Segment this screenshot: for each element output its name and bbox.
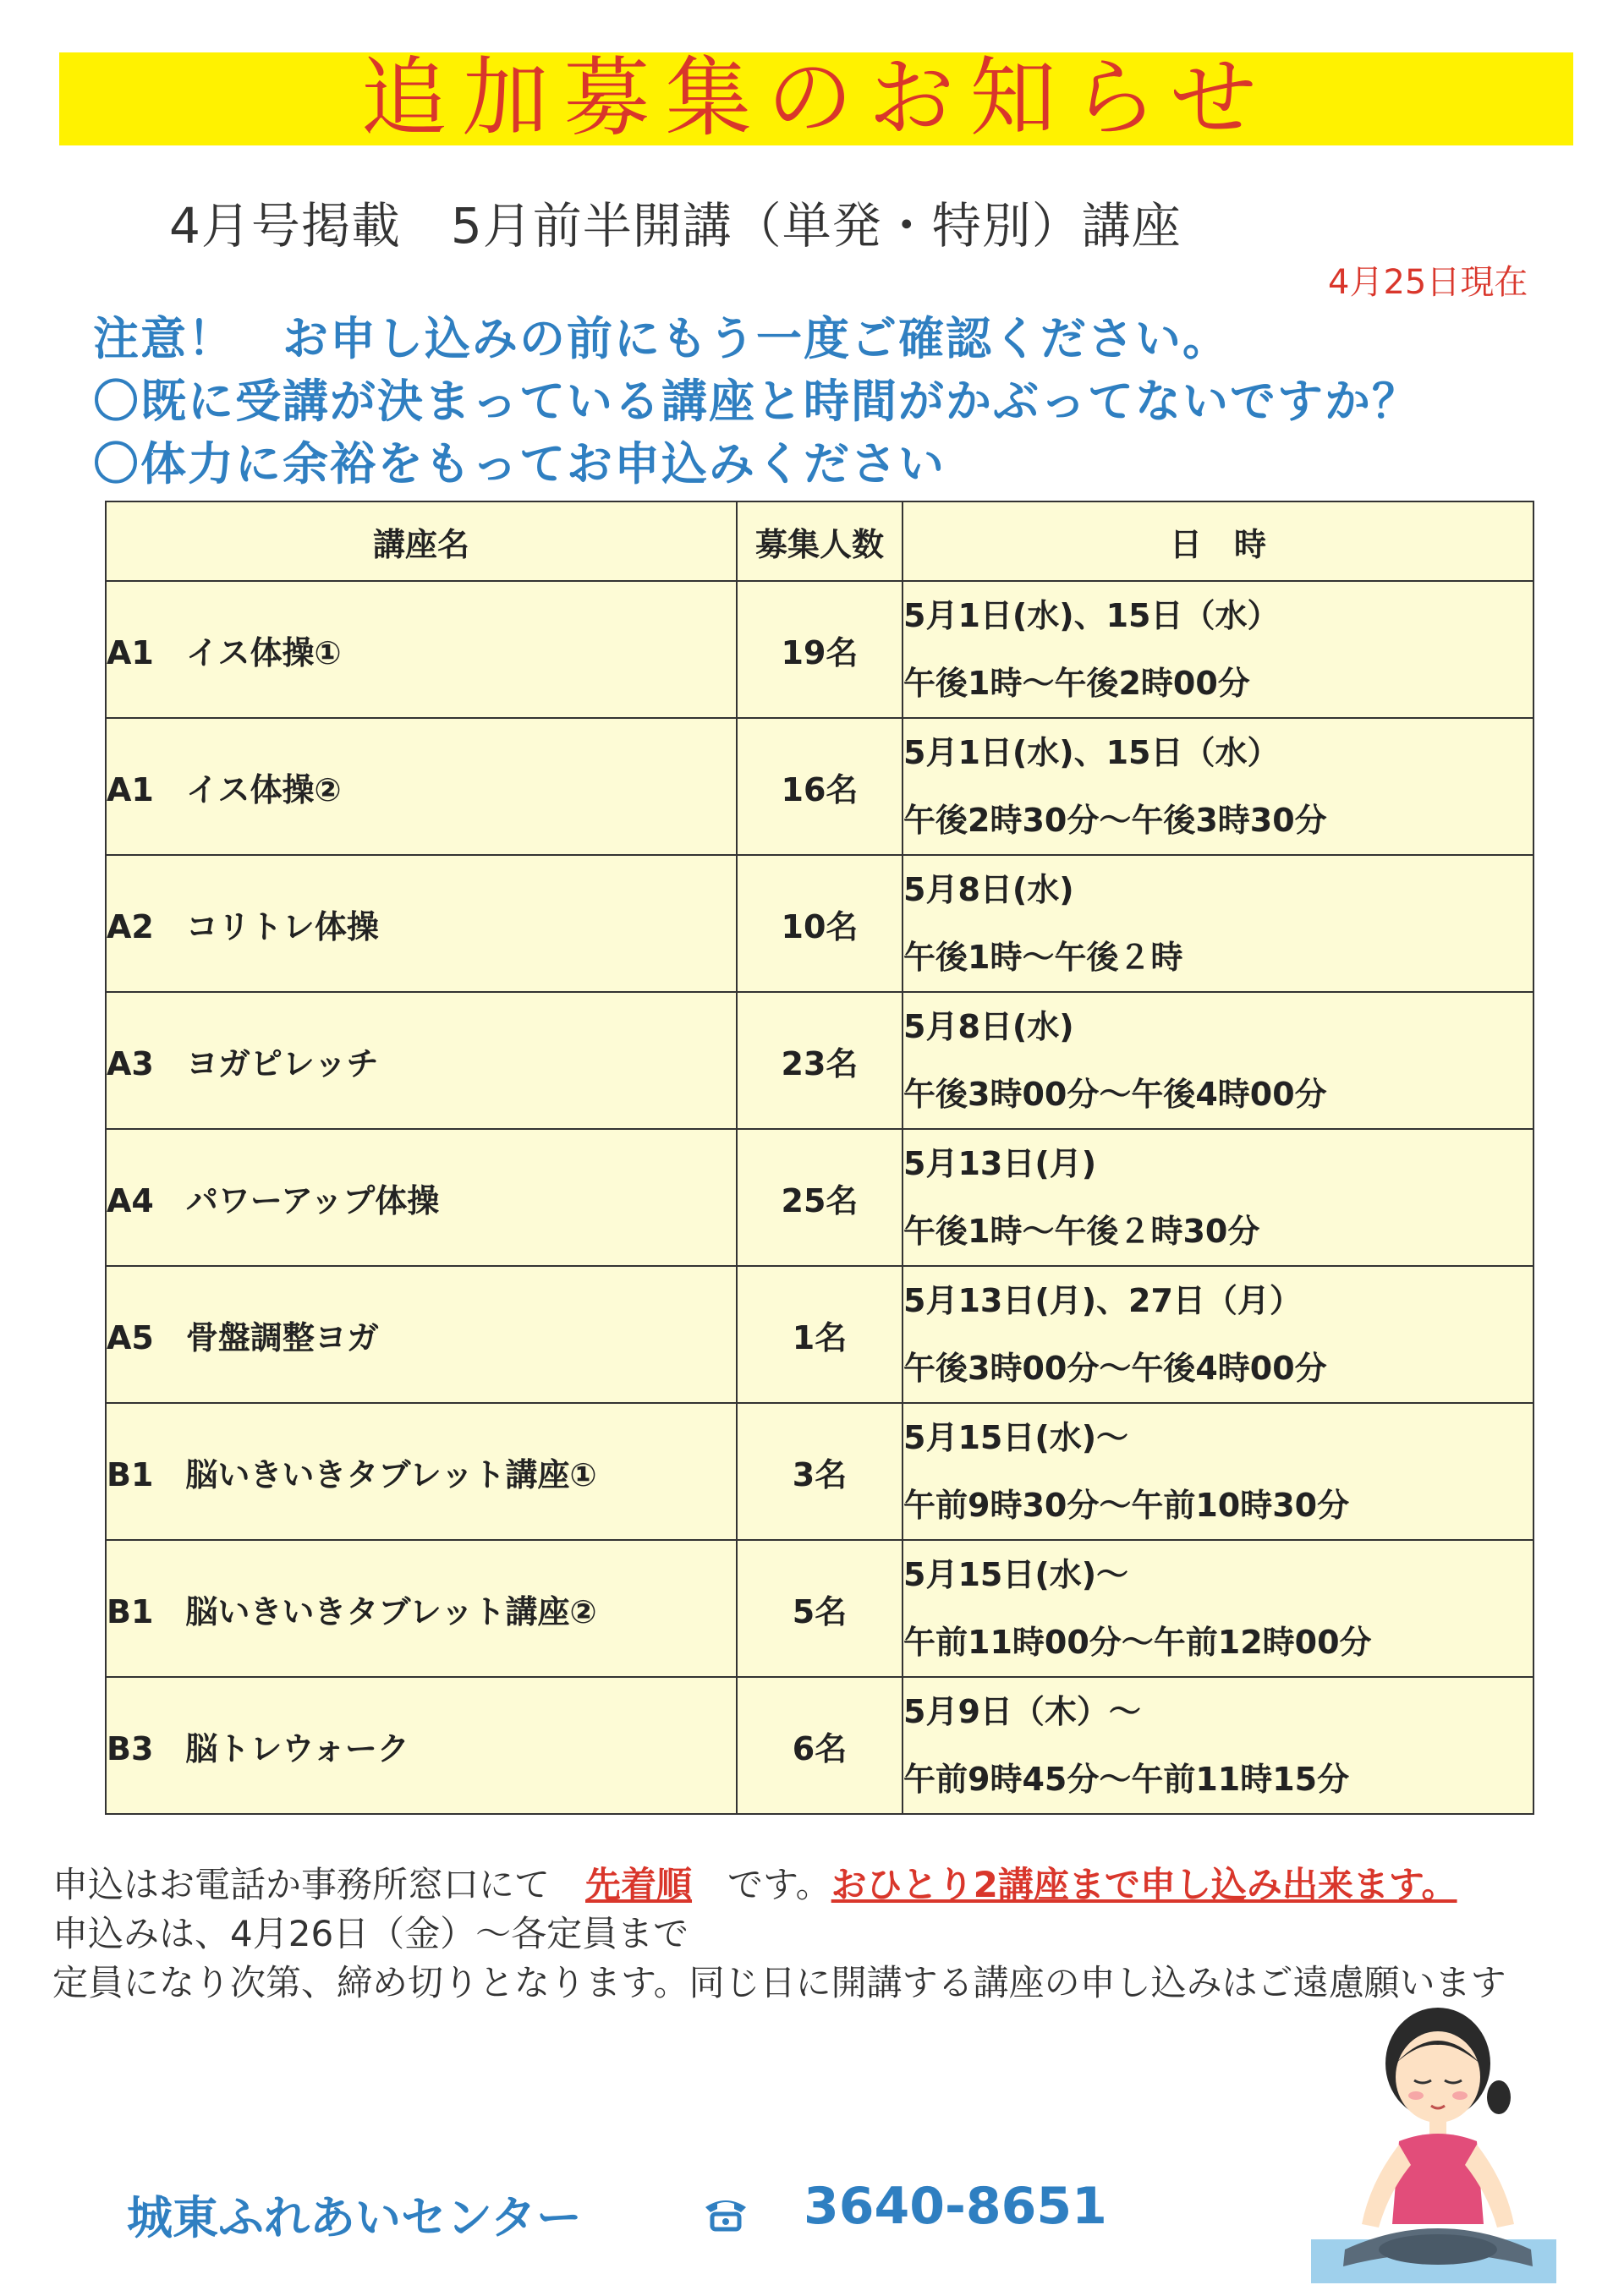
header-capacity: 募集人数	[737, 501, 903, 581]
course-time: 午前9時30分～午前10時30分	[903, 1487, 1350, 1524]
footer-text: です。	[692, 1864, 831, 1905]
footer-line-3: 定員になり次第、締め切りとなります。同じ日に開講する講座の申し込みはご遠慮願います	[52, 1962, 1506, 2003]
course-date: 5月15日(水)～	[903, 1556, 1129, 1593]
yoga-woman-illustration	[1311, 1996, 1556, 2283]
course-time: 午前9時45分～午前11時15分	[903, 1761, 1350, 1798]
telephone-icon	[702, 2192, 749, 2233]
course-name: A5 骨盤調整ヨガ	[106, 1266, 737, 1403]
course-datetime	[903, 718, 1533, 855]
table-header-row	[106, 501, 1533, 581]
course-capacity: 23名	[737, 992, 903, 1129]
course-name: B3 脳トレウォーク	[106, 1677, 737, 1814]
course-datetime	[903, 1403, 1533, 1540]
header-datetime: 日 時	[903, 501, 1533, 581]
course-capacity: 25名	[737, 1129, 903, 1266]
page-title: 追加募集のお知らせ	[360, 48, 1272, 149]
footer-line-1	[52, 1857, 1457, 1908]
course-table	[105, 501, 1534, 1815]
course-name: A1 イス体操①	[106, 581, 737, 718]
course-time: 午後2時30分～午後3時30分	[903, 802, 1327, 839]
course-date: 5月8日(水)	[903, 1008, 1074, 1045]
notice-line-2: 〇既に受講が決まっている講座と時間がかぶってないですか？	[93, 375, 1419, 428]
course-capacity: 19名	[737, 581, 903, 718]
course-name: A2 コリトレ体操	[106, 855, 737, 992]
course-name: A3 ヨガピレッチ	[106, 992, 737, 1129]
course-time: 午前11時00分～午前12時00分	[903, 1624, 1372, 1661]
table-row	[106, 1540, 1533, 1677]
course-table-body	[106, 581, 1533, 1814]
table-row	[106, 1677, 1533, 1814]
table-row	[106, 1129, 1533, 1266]
course-datetime	[903, 1266, 1533, 1403]
course-capacity: 16名	[737, 718, 903, 855]
table-row	[106, 1266, 1533, 1403]
course-date: 5月9日（木）～	[903, 1693, 1141, 1730]
course-capacity: 6名	[737, 1677, 903, 1814]
course-capacity: 3名	[737, 1403, 903, 1540]
as-of-date: 4月25日現在	[1328, 263, 1528, 302]
course-time: 午後3時00分～午後4時00分	[903, 1350, 1327, 1387]
course-name: B1 脳いきいきタブレット講座①	[106, 1403, 737, 1540]
course-time: 午後1時～午後２時30分	[903, 1213, 1260, 1250]
course-datetime	[903, 1677, 1533, 1814]
course-capacity: 5名	[737, 1540, 903, 1677]
table-row	[106, 581, 1533, 718]
course-datetime	[903, 581, 1533, 718]
first-come-label: 先着順	[585, 1864, 693, 1905]
course-date: 5月13日(月)、27日（月）	[903, 1282, 1302, 1319]
table-row	[106, 718, 1533, 855]
notice-line-1: 注意！ お申し込みの前にもう一度ご確認ください。	[93, 312, 1230, 365]
course-capacity: 1名	[737, 1266, 903, 1403]
title-banner	[59, 48, 1573, 149]
course-name: B1 脳いきいきタブレット講座②	[106, 1540, 737, 1677]
course-time: 午後3時00分～午後4時00分	[903, 1076, 1327, 1113]
header-course-name: 講座名	[106, 501, 737, 581]
course-time: 午後1時～午後2時00分	[903, 665, 1250, 702]
subtitle: 4月号掲載 5月前半開講（単発・特別）講座	[169, 197, 1182, 255]
course-name: A1 イス体操②	[106, 718, 737, 855]
table-row	[106, 1403, 1533, 1540]
course-datetime	[903, 992, 1533, 1129]
table-row	[106, 992, 1533, 1129]
course-datetime	[903, 1540, 1533, 1677]
course-time: 午後1時～午後２時	[903, 939, 1183, 976]
footer-line-2: 申込みは、4月26日（金）～各定員まで	[52, 1913, 689, 1954]
course-date: 5月13日(月)	[903, 1145, 1097, 1182]
limit-notice: おひとり2講座まで申し込み出来ます。	[831, 1864, 1457, 1905]
notice-line-3: 〇体力に余裕をもってお申込みください	[93, 437, 946, 490]
table-row	[106, 855, 1533, 992]
course-capacity: 10名	[737, 855, 903, 992]
course-date: 5月8日(水)	[903, 871, 1074, 908]
course-date: 5月1日(水)、15日（水）	[903, 597, 1280, 634]
course-date: 5月1日(水)、15日（水）	[903, 734, 1280, 771]
course-datetime	[903, 855, 1533, 992]
phone-number: 3640-8651	[804, 2177, 1107, 2236]
course-name: A4 パワーアップ体操	[106, 1129, 737, 1266]
course-datetime	[903, 1129, 1533, 1266]
course-date: 5月15日(水)～	[903, 1419, 1129, 1456]
organization-name: 城東ふれあいセンター	[127, 2191, 582, 2244]
footer-text: 申込はお電話か事務所窓口にて	[52, 1864, 586, 1905]
